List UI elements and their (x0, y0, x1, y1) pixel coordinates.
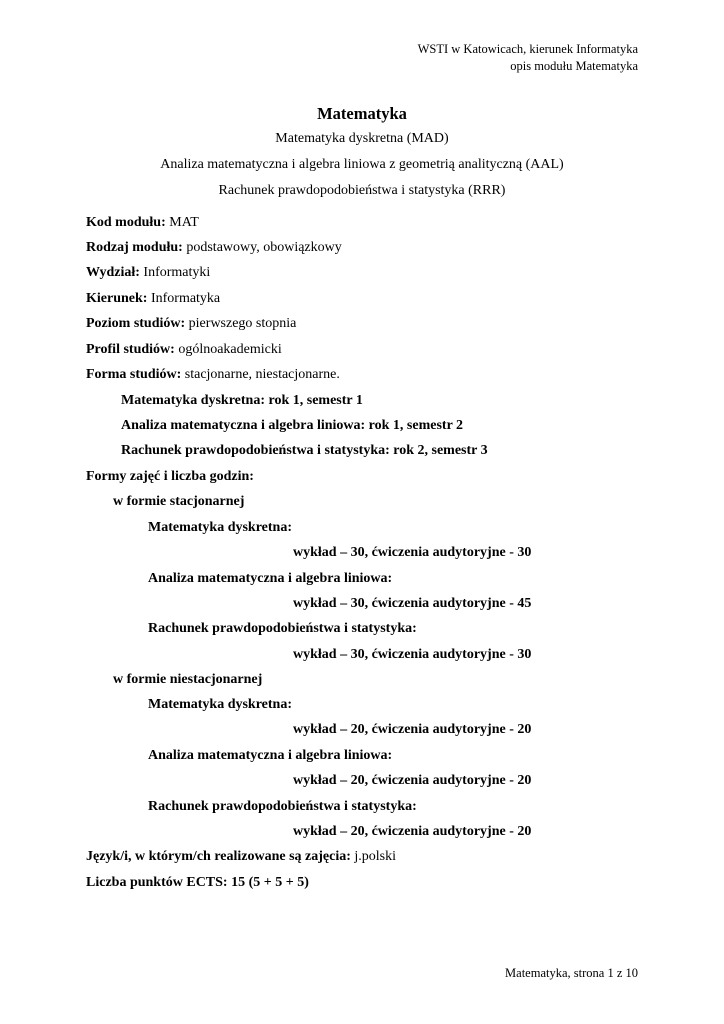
field-value: podstawowy, obowiązkowy (182, 240, 342, 255)
field-label: Język/i, w którym/ch realizowane są zajęcia: (86, 849, 351, 864)
field-rodzaj-modulu (86, 240, 342, 256)
subtitle-rrr: Rachunek prawdopodobieństwa i statystyka (RRR) (218, 183, 506, 198)
field-label: Kod modułu: (86, 215, 166, 230)
field-value: ogólnoakademicki (174, 342, 282, 357)
forms-heading: Formy zajęć i liczba godzin: (86, 469, 254, 484)
semester-mad: Matematyka dyskretna: rok 1, semestr 1 (121, 393, 363, 408)
field-poziom-studiow (86, 316, 296, 332)
niestacj-course-hours: wykład – 20, ćwiczenia audytoryjne - 20 (293, 722, 532, 737)
field-kod-modulu (86, 215, 199, 231)
field-profil-studiow (86, 342, 282, 358)
subtitle-aal: Analiza matematyczna i algebra liniowa z geometrią analityczną (AAL) (160, 157, 564, 172)
niestacjonarna-heading: w formie niestacjonarnej (113, 672, 263, 687)
document-title: Matematyka (317, 104, 407, 123)
field-label: Poziom studiów: (86, 316, 186, 331)
field-value: Informatyka (147, 291, 221, 306)
field-value: pierwszego stopnia (185, 316, 297, 331)
field-label: Rodzaj modułu: (86, 240, 183, 255)
niestacj-course-name: Matematyka dyskretna: (148, 697, 293, 712)
semester-rrr: Rachunek prawdopodobieństwa i statystyka: rok 2, semestr 3 (121, 443, 488, 458)
stacjonarna-heading: w formie stacjonarnej (113, 494, 245, 509)
subtitle-mad: Matematyka dyskretna (MAD) (275, 131, 449, 146)
stacj-course-hours: wykład – 30, ćwiczenia audytoryjne - 30 (293, 647, 532, 662)
stacj-course-name: Rachunek prawdopodobieństwa i statystyka: (148, 621, 417, 636)
field-value: MAT (165, 215, 199, 230)
niestacj-course-name: Analiza matematyczna i algebra liniowa: (148, 748, 393, 763)
header-line-1: WSTI w Katowicach, kierunek Informatyka (417, 42, 638, 56)
stacj-course-hours: wykład – 30, ćwiczenia audytoryjne - 30 (293, 545, 532, 560)
niestacj-course-name: Rachunek prawdopodobieństwa i statystyka: (148, 799, 417, 814)
ects-points: Liczba punktów ECTS: 15 (5 + 5 + 5) (86, 875, 309, 890)
field-label: Forma studiów: (86, 367, 182, 382)
niestacj-course-hours: wykład – 20, ćwiczenia audytoryjne - 20 (293, 824, 532, 839)
stacj-course-hours: wykład – 30, ćwiczenia audytoryjne - 45 (293, 596, 532, 611)
semester-aal: Analiza matematyczna i algebra liniowa: rok 1, semestr 2 (121, 418, 464, 433)
page-footer: Matematyka, strona 1 z 10 (505, 966, 638, 980)
field-forma-studiow (86, 367, 340, 383)
header-line-2: opis modułu Matematyka (510, 59, 638, 73)
field-value: j.polski (350, 849, 397, 864)
stacj-course-name: Matematyka dyskretna: (148, 520, 293, 535)
niestacj-course-hours: wykład – 20, ćwiczenia audytoryjne - 20 (293, 773, 532, 788)
field-value: Informatyki (139, 265, 211, 280)
field-wydzial (86, 265, 210, 281)
field-jezyk (86, 849, 396, 865)
field-kierunek (86, 291, 220, 307)
stacj-course-name: Analiza matematyczna i algebra liniowa: (148, 571, 393, 586)
field-label: Wydział: (86, 265, 140, 280)
field-value: stacjonarne, niestacjonarne. (181, 367, 340, 382)
field-label: Kierunek: (86, 291, 148, 306)
field-label: Profil studiów: (86, 342, 175, 357)
